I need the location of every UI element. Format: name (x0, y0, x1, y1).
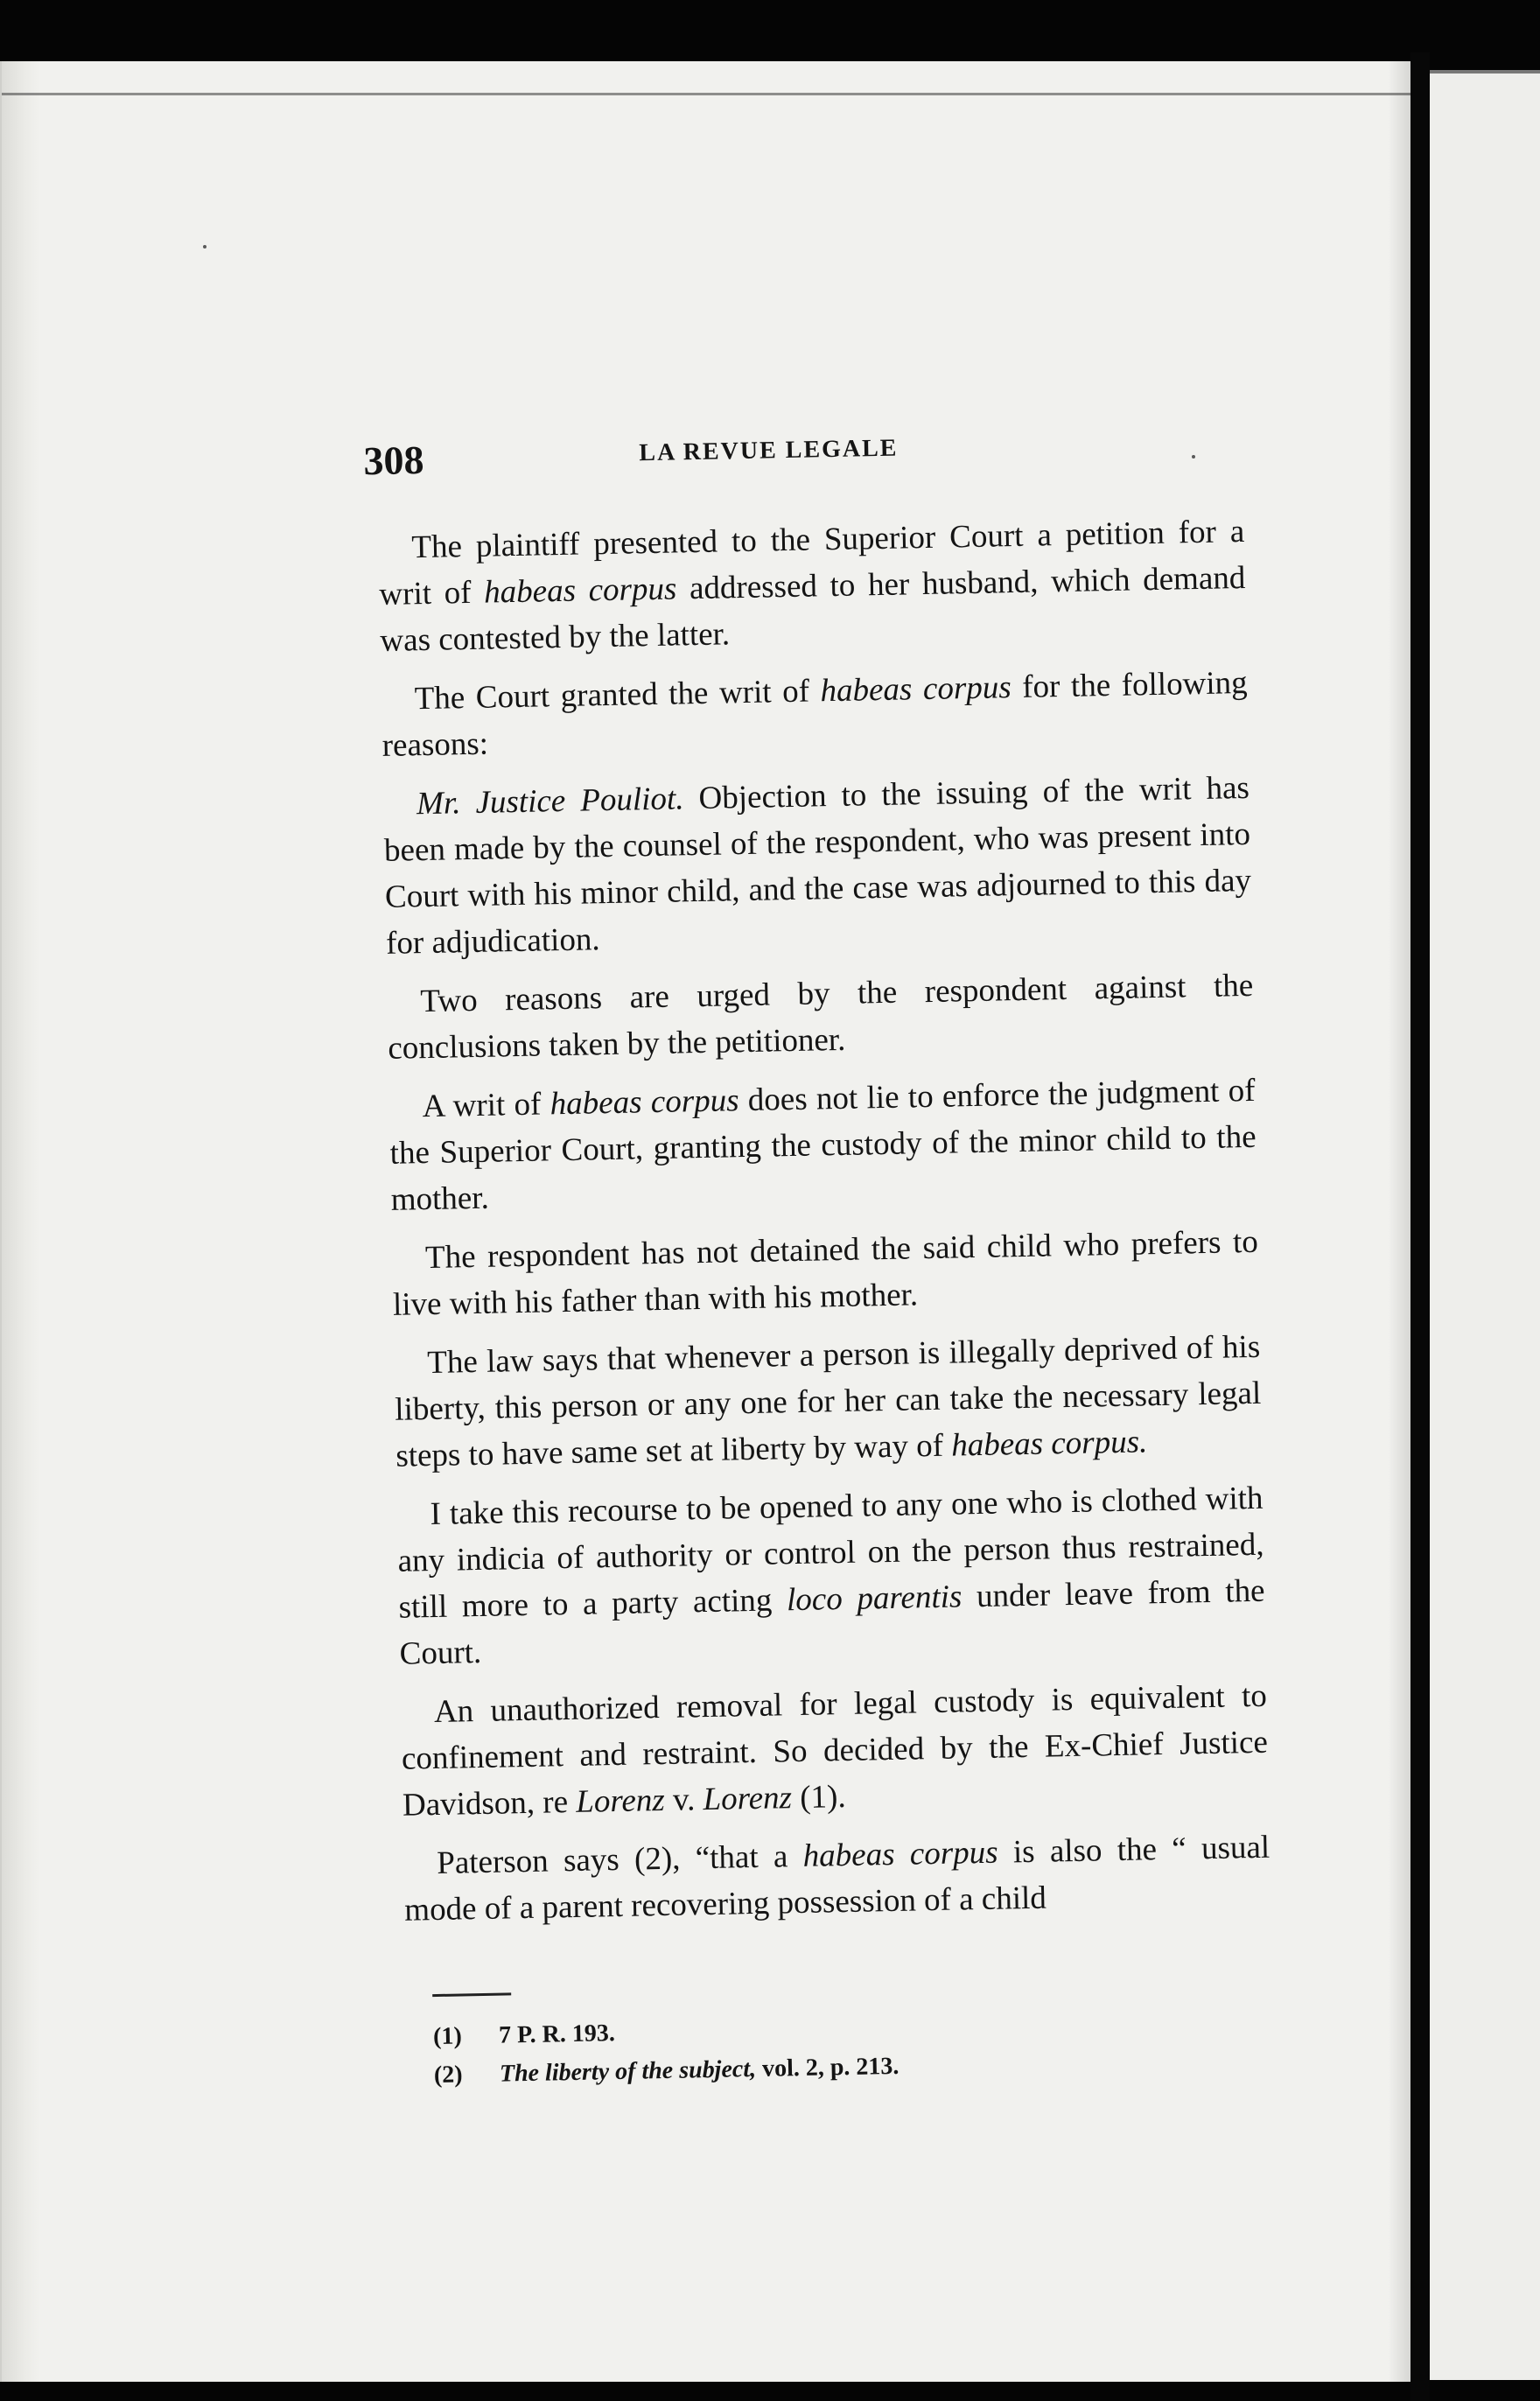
footnote-number: (1) (432, 2022, 463, 2051)
page-right-shadow (1388, 61, 1412, 2382)
footnote-title: The liberty of the subject, (499, 2055, 757, 2088)
paragraph: The respondent has not detained the said child who prefers to live with his father than with his mother. (392, 1223, 1259, 1323)
page-top-border (2, 93, 1412, 95)
dust-speck (203, 245, 206, 248)
paragraph: Paterson says (2), “that a habeas corpus is also the “ usual mode of a parent recovering possession of a child (403, 1829, 1270, 1928)
journal-title: LA REVUE LEGALE (639, 434, 899, 467)
paragraph: The law says that whenever a person is illegally deprived of his liberty, this person or any one for her can take the necessary legal steps to have same set at liberty by way of habeas corpus. (394, 1328, 1262, 1474)
footnote-text: 7 P. R. 193. (498, 2020, 616, 2049)
paragraph: An unauthorized removal for legal custody is equivalent to confinement and restraint. So decided by the Ex-Chief Justice Davidson, re Lorenz v. Lorenz (1). (401, 1677, 1269, 1824)
facing-page-edge (1430, 70, 1540, 2380)
paragraph: I take this recourse to be opened to any one who is clothed with any indicia of authority or control on the person thus restrained, still more to a party acting loco parentis under leave from the Court. (397, 1480, 1265, 1672)
footnote-text: vol. 2, p. 213. (755, 2052, 900, 2083)
book-gutter (1410, 52, 1430, 2401)
paragraph: The Court granted the writ of habeas corpus for the following reasons: (382, 664, 1248, 764)
page-left-edge (2, 61, 40, 2382)
footnote-number: (2) (433, 2061, 463, 2090)
paragraph: A writ of habeas corpus does not lie to enforce the judgment of the Superior Court, granting the custody of the minor child to the mother. (389, 1072, 1256, 1218)
page-number: 308 (363, 437, 424, 484)
paragraph: Mr. Justice Pouliot. Objection to the issuing of the writ has been made by the counsel of the respondent, who was present into Court with his minor child, and the case was adjourned to this day for adjudication. (383, 769, 1252, 962)
facing-page-top-border (1430, 70, 1540, 74)
paragraph: Two reasons are urged by the respondent against the conclusions taken by the petitioner. (388, 967, 1254, 1067)
footnote-rule (432, 1992, 511, 1997)
page-text (363, 421, 1274, 2096)
paragraph: The plaintiff presented to the Superior Court a petition for a writ of habeas corpus addressed to her husband, which demand was contested by the latter. (379, 513, 1246, 659)
